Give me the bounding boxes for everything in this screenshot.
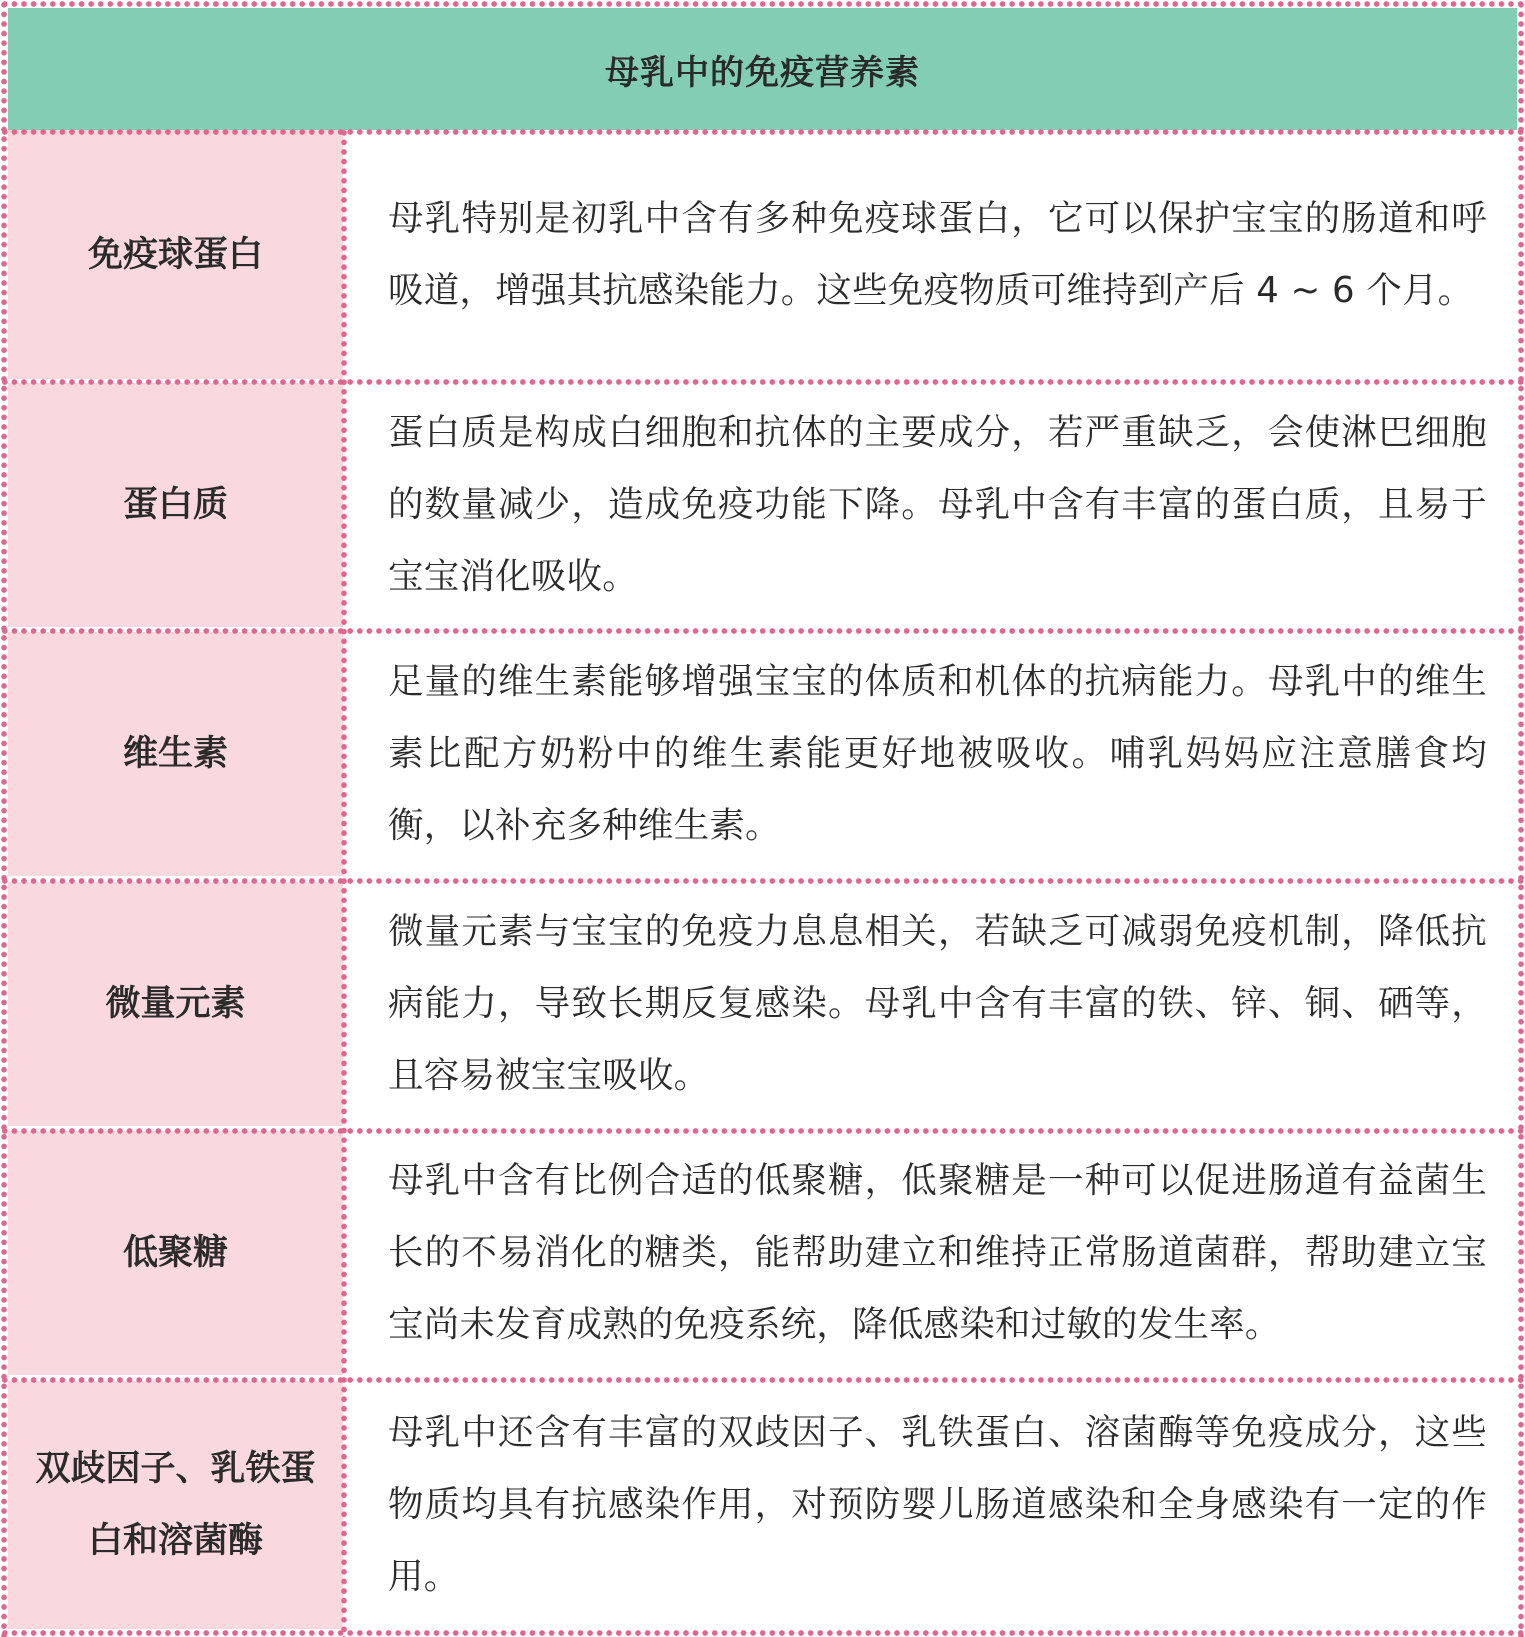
- table-row: [8, 882, 1517, 1126]
- row-label-cell: [8, 882, 343, 1126]
- row-label-cell: [8, 632, 343, 876]
- row-label: 蛋白质: [122, 485, 228, 525]
- row-description: 母乳中含有比例合适的低聚糖，低聚糖是一种可以促进肠道有益菌生长的不易消化的糖类，能帮助建立和维持正常肠道菌群，帮助建立宝宝尚未发育成熟的免疫系统，降低感染和过敏的发生率。: [388, 1160, 1487, 1345]
- border-top: [0, 0, 1525, 8]
- row-description: 足量的维生素能够增强宝宝的体质和机体的抗病能力。母乳中的维生素比配方奶粉中的维生素能更好地被吸收。哺乳妈妈应注意膳食均衡，以补充多种维生素。: [388, 661, 1487, 846]
- row-description: 母乳中还含有丰富的双歧因子、乳铁蛋白、溶菌酶等免疫成分，这些物质均具有抗感染作用，对预防婴儿肠道感染和全身感染有一定的作用。: [388, 1412, 1487, 1597]
- row-description-cell: [343, 882, 1517, 1126]
- border-left: [0, 0, 8, 1637]
- table-title: 母乳中的免疫营养素: [605, 52, 920, 93]
- row-divider: [0, 627, 1525, 635]
- row-label-cell: [8, 1381, 343, 1629]
- border-right: [1517, 0, 1525, 1637]
- row-label: 维生素: [122, 734, 228, 774]
- row-divider: [0, 1127, 1525, 1135]
- row-description-cell: [343, 1381, 1517, 1629]
- table-row: [8, 632, 1517, 876]
- row-divider: [0, 378, 1525, 386]
- row-label: 免疫球蛋白: [87, 234, 263, 275]
- row-description-cell: [343, 383, 1517, 627]
- row-description-cell: [343, 632, 1517, 876]
- row-description-cell: [343, 130, 1517, 379]
- row-label-cell: [8, 383, 343, 627]
- row-label-cell: [8, 1131, 343, 1375]
- row-label-cell: [8, 130, 343, 379]
- table-row: [8, 1381, 1517, 1629]
- border-bottom: [0, 1629, 1525, 1637]
- column-divider: [340, 128, 348, 1637]
- row-description: 母乳特别是初乳中含有多种免疫球蛋白，它可以保护宝宝的肠道和呼吸道，增强其抗感染能力。这些免疫物质可维持到产后 4 ~ 6 个月。: [388, 197, 1487, 311]
- row-description-cell: [343, 1131, 1517, 1375]
- row-label: 微量元素: [105, 984, 246, 1024]
- row-label: 双歧因子、乳铁蛋白和溶菌酶: [35, 1449, 316, 1561]
- row-divider: [0, 877, 1525, 885]
- row-label: 低聚糖: [122, 1233, 228, 1273]
- row-description: 蛋白质是构成白细胞和抗体的主要成分，若严重缺乏，会使淋巴细胞的数量减少，造成免疫功能下降。母乳中含有丰富的蛋白质，且易于宝宝消化吸收。: [388, 412, 1487, 597]
- table-row: [8, 1131, 1517, 1375]
- table-header: [8, 8, 1517, 130]
- row-divider: [0, 128, 1525, 136]
- table-row: [8, 383, 1517, 627]
- row-divider: [0, 1376, 1525, 1384]
- row-description: 微量元素与宝宝的免疫力息息相关，若缺乏可减弱免疫机制，降低抗病能力，导致长期反复感染。母乳中含有丰富的铁、锌、铜、硒等，且容易被宝宝吸收。: [388, 911, 1487, 1096]
- table-row: [8, 130, 1517, 379]
